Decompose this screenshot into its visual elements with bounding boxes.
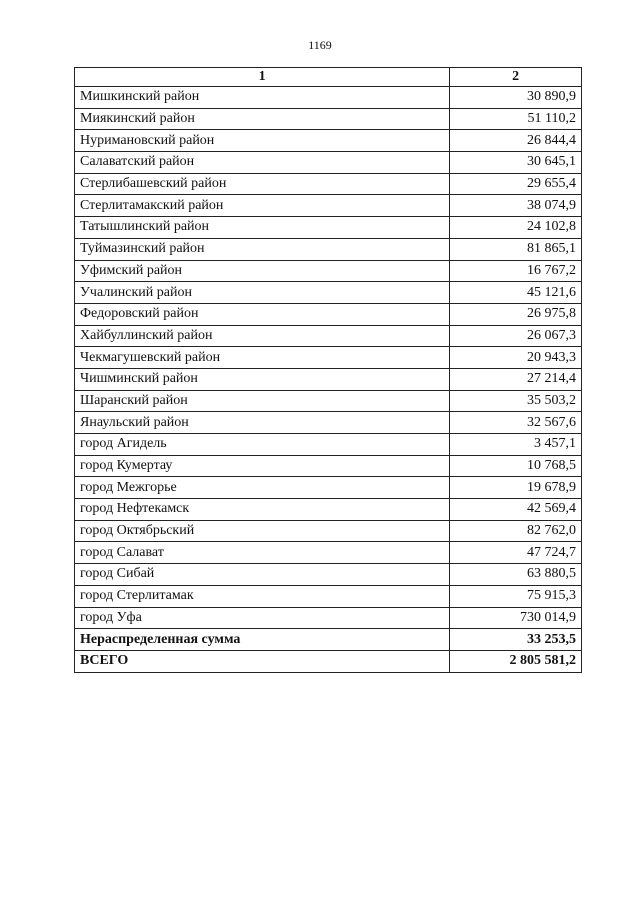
row-name: город Сибай [75,564,450,586]
row-value: 20 943,3 [450,347,582,369]
column-header-2: 2 [450,68,582,87]
row-value: 10 768,5 [450,455,582,477]
table-row [75,108,582,130]
table-row [75,412,582,434]
table-row [75,455,582,477]
table-row [75,607,582,629]
table-header-row [75,68,582,87]
row-value: 51 110,2 [450,108,582,130]
row-name: Чишминский район [75,368,450,390]
table-row [75,238,582,260]
row-value: 38 074,9 [450,195,582,217]
row-name: город Кумертау [75,455,450,477]
row-name: Миякинский район [75,108,450,130]
row-value: 33 253,5 [450,629,582,651]
table-row [75,282,582,304]
row-value: 16 767,2 [450,260,582,282]
row-value: 47 724,7 [450,542,582,564]
row-name: город Салават [75,542,450,564]
row-name: Нуримановский район [75,130,450,152]
row-value: 2 805 581,2 [450,650,582,672]
row-value: 81 865,1 [450,238,582,260]
table-row [75,347,582,369]
table-row [75,173,582,195]
row-value: 27 214,4 [450,368,582,390]
table-body [75,87,582,673]
row-name: Салаватский район [75,152,450,174]
table-row [75,217,582,239]
row-value: 3 457,1 [450,434,582,456]
allocation-table [74,67,582,673]
table-row [75,585,582,607]
row-name: Хайбуллинский район [75,325,450,347]
row-value: 26 975,8 [450,303,582,325]
table-row [75,325,582,347]
row-name: Мишкинский район [75,87,450,109]
row-value: 82 762,0 [450,520,582,542]
table-row [75,368,582,390]
row-name: Стерлибашевский район [75,173,450,195]
row-name: Татышлинский район [75,217,450,239]
row-value: 29 655,4 [450,173,582,195]
row-name: Туймазинский район [75,238,450,260]
row-value: 42 569,4 [450,499,582,521]
table-row [75,130,582,152]
table-row [75,303,582,325]
row-name: город Уфа [75,607,450,629]
table-row [75,542,582,564]
table-row [75,564,582,586]
table-row [75,152,582,174]
row-value: 19 678,9 [450,477,582,499]
table-row [75,434,582,456]
row-name: город Стерлитамак [75,585,450,607]
row-name: город Нефтекамск [75,499,450,521]
table-row [75,477,582,499]
table-row [75,87,582,109]
row-name: Чекмагушевский район [75,347,450,369]
row-name: Федоровский район [75,303,450,325]
row-value: 30 890,9 [450,87,582,109]
row-value: 35 503,2 [450,390,582,412]
row-name: Уфимский район [75,260,450,282]
table-row [75,260,582,282]
row-name: город Межгорье [75,477,450,499]
row-value: 24 102,8 [450,217,582,239]
row-name: Янаульский район [75,412,450,434]
row-name: Стерлитамакский район [75,195,450,217]
table-row [75,499,582,521]
row-name: город Октябрьский [75,520,450,542]
row-value: 32 567,6 [450,412,582,434]
row-value: 75 915,3 [450,585,582,607]
table-row [75,390,582,412]
column-header-1: 1 [75,68,450,87]
row-value: 63 880,5 [450,564,582,586]
row-name: Шаранский район [75,390,450,412]
row-name: Нераспределенная сумма [75,629,450,651]
row-value: 45 121,6 [450,282,582,304]
row-value: 730 014,9 [450,607,582,629]
table-row [75,195,582,217]
table-row [75,520,582,542]
row-name: Учалинский район [75,282,450,304]
row-name: ВСЕГО [75,650,450,672]
row-name: город Агидель [75,434,450,456]
row-value: 26 067,3 [450,325,582,347]
unallocated-row [75,629,582,651]
row-value: 30 645,1 [450,152,582,174]
row-value: 26 844,4 [450,130,582,152]
total-row [75,650,582,672]
page-number: 1169 [308,38,332,52]
